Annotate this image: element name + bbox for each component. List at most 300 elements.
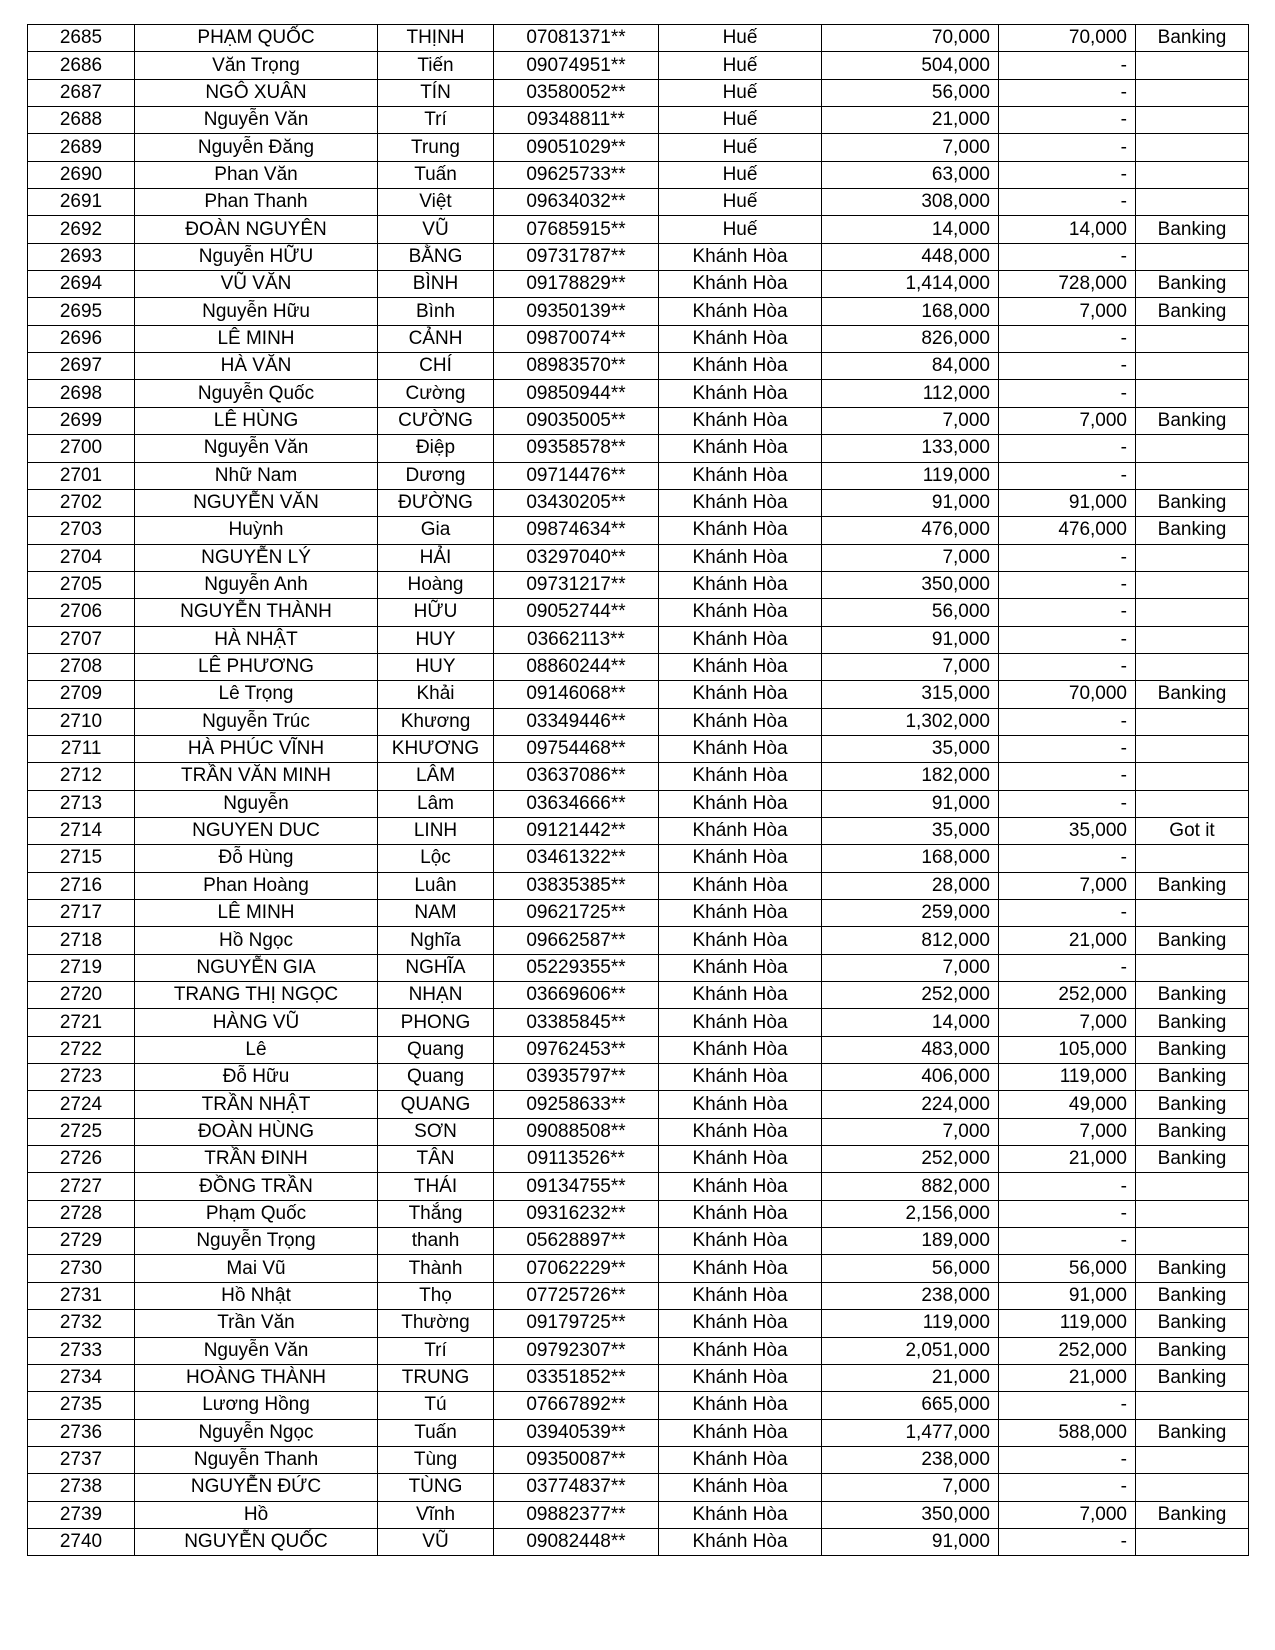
last-middle-name-cell: NGUYỄN THÀNH (135, 599, 378, 626)
phone-number-cell: 03669606** (494, 982, 659, 1009)
province-cell: Khánh Hòa (659, 1446, 822, 1473)
row-number-cell: 2733 (28, 1337, 135, 1364)
province-cell: Huế (659, 134, 822, 161)
last-middle-name-cell: Văn Trọng (135, 52, 378, 79)
amount-cell: 63,000 (822, 161, 999, 188)
payment-method-cell: Banking (1136, 1009, 1249, 1036)
paid-amount-cell: 119,000 (999, 1310, 1136, 1337)
amount-cell: 7,000 (822, 1118, 999, 1145)
last-middle-name-cell: NGUYỄN VĂN (135, 489, 378, 516)
table-row (28, 927, 1249, 954)
payment-method-cell (1136, 1528, 1249, 1555)
payment-method-cell: Banking (1136, 982, 1249, 1009)
phone-number-cell: 09178829** (494, 271, 659, 298)
phone-number-cell: 09082448** (494, 1528, 659, 1555)
paid-amount-cell: 7,000 (999, 407, 1136, 434)
row-number-cell: 2739 (28, 1501, 135, 1528)
province-cell: Khánh Hòa (659, 1228, 822, 1255)
payment-method-cell (1136, 380, 1249, 407)
amount-cell: 14,000 (822, 216, 999, 243)
phone-number-cell: 07725726** (494, 1282, 659, 1309)
first-name-cell: Nghĩa (378, 927, 494, 954)
first-name-cell: VŨ (378, 216, 494, 243)
amount-cell: 7,000 (822, 407, 999, 434)
last-middle-name-cell: Nguyễn HỮU (135, 243, 378, 270)
phone-number-cell: 08860244** (494, 653, 659, 680)
province-cell: Khánh Hòa (659, 1310, 822, 1337)
paid-amount-cell: - (999, 107, 1136, 134)
table-row (28, 380, 1249, 407)
last-middle-name-cell: TRẦN ĐINH (135, 1146, 378, 1173)
table-row (28, 1228, 1249, 1255)
row-number-cell: 2701 (28, 462, 135, 489)
paid-amount-cell: 70,000 (999, 25, 1136, 52)
paid-amount-cell: 476,000 (999, 517, 1136, 544)
province-cell: Khánh Hòa (659, 353, 822, 380)
row-number-cell: 2706 (28, 599, 135, 626)
paid-amount-cell: - (999, 763, 1136, 790)
province-cell: Khánh Hòa (659, 1009, 822, 1036)
paid-amount-cell: 21,000 (999, 927, 1136, 954)
amount-cell: 21,000 (822, 107, 999, 134)
table-row (28, 708, 1249, 735)
province-cell: Khánh Hòa (659, 571, 822, 598)
paid-amount-cell: - (999, 380, 1136, 407)
last-middle-name-cell: Mai Vũ (135, 1255, 378, 1282)
first-name-cell: Vĩnh (378, 1501, 494, 1528)
payment-method-cell (1136, 243, 1249, 270)
phone-number-cell: 03940539** (494, 1419, 659, 1446)
amount-cell: 182,000 (822, 763, 999, 790)
table-row (28, 271, 1249, 298)
first-name-cell: CHÍ (378, 353, 494, 380)
province-cell: Khánh Hòa (659, 1364, 822, 1391)
amount-cell: 133,000 (822, 435, 999, 462)
table-row (28, 735, 1249, 762)
amount-cell: 56,000 (822, 1255, 999, 1282)
last-middle-name-cell: LÊ MINH (135, 900, 378, 927)
payment-method-cell (1136, 353, 1249, 380)
amount-cell: 259,000 (822, 900, 999, 927)
province-cell: Khánh Hòa (659, 982, 822, 1009)
province-cell: Khánh Hòa (659, 1474, 822, 1501)
amount-cell: 70,000 (822, 25, 999, 52)
payment-method-cell: Banking (1136, 1310, 1249, 1337)
amount-cell: 224,000 (822, 1091, 999, 1118)
province-cell: Khánh Hòa (659, 1392, 822, 1419)
amount-cell: 168,000 (822, 298, 999, 325)
amount-cell: 504,000 (822, 52, 999, 79)
payment-method-cell (1136, 900, 1249, 927)
row-number-cell: 2686 (28, 52, 135, 79)
table-row (28, 517, 1249, 544)
row-number-cell: 2727 (28, 1173, 135, 1200)
amount-cell: 350,000 (822, 1501, 999, 1528)
paid-amount-cell: - (999, 544, 1136, 571)
last-middle-name-cell: Nhữ Nam (135, 462, 378, 489)
province-cell: Khánh Hòa (659, 599, 822, 626)
paid-amount-cell: - (999, 52, 1136, 79)
last-middle-name-cell: Nguyễn Anh (135, 571, 378, 598)
first-name-cell: Việt (378, 189, 494, 216)
row-number-cell: 2710 (28, 708, 135, 735)
phone-number-cell: 03662113** (494, 626, 659, 653)
phone-number-cell: 09731217** (494, 571, 659, 598)
payment-method-cell: Banking (1136, 1036, 1249, 1063)
phone-number-cell: 09350087** (494, 1446, 659, 1473)
row-number-cell: 2729 (28, 1228, 135, 1255)
first-name-cell: TÙNG (378, 1474, 494, 1501)
province-cell: Khánh Hòa (659, 708, 822, 735)
amount-cell: 119,000 (822, 462, 999, 489)
row-number-cell: 2719 (28, 954, 135, 981)
row-number-cell: 2689 (28, 134, 135, 161)
amount-cell: 35,000 (822, 817, 999, 844)
paid-amount-cell: - (999, 79, 1136, 106)
first-name-cell: CẢNH (378, 325, 494, 352)
last-middle-name-cell: ĐOÀN HÙNG (135, 1118, 378, 1145)
table-body (28, 25, 1249, 1556)
first-name-cell: Khương (378, 708, 494, 735)
first-name-cell: Thành (378, 1255, 494, 1282)
first-name-cell: Trí (378, 107, 494, 134)
last-middle-name-cell: Đỗ Hùng (135, 845, 378, 872)
first-name-cell: THỊNH (378, 25, 494, 52)
payment-method-cell (1136, 653, 1249, 680)
row-number-cell: 2698 (28, 380, 135, 407)
last-middle-name-cell: HÀ VĂN (135, 353, 378, 380)
phone-number-cell: 09121442** (494, 817, 659, 844)
row-number-cell: 2713 (28, 790, 135, 817)
row-number-cell: 2735 (28, 1392, 135, 1419)
phone-number-cell: 09850944** (494, 380, 659, 407)
province-cell: Huế (659, 107, 822, 134)
province-cell: Huế (659, 189, 822, 216)
table-row (28, 462, 1249, 489)
first-name-cell: HỮU (378, 599, 494, 626)
table-row (28, 1064, 1249, 1091)
last-middle-name-cell: Trần Văn (135, 1310, 378, 1337)
table-row (28, 353, 1249, 380)
amount-cell: 91,000 (822, 790, 999, 817)
province-cell: Huế (659, 79, 822, 106)
row-number-cell: 2737 (28, 1446, 135, 1473)
first-name-cell: Luân (378, 872, 494, 899)
phone-number-cell: 03935797** (494, 1064, 659, 1091)
row-number-cell: 2724 (28, 1091, 135, 1118)
paid-amount-cell: - (999, 954, 1136, 981)
phone-number-cell: 09870074** (494, 325, 659, 352)
table-row (28, 982, 1249, 1009)
first-name-cell: TÂN (378, 1146, 494, 1173)
payment-method-cell: Banking (1136, 1064, 1249, 1091)
data-table (27, 24, 1249, 1556)
phone-number-cell: 09350139** (494, 298, 659, 325)
amount-cell: 21,000 (822, 1364, 999, 1391)
paid-amount-cell: - (999, 1474, 1136, 1501)
row-number-cell: 2728 (28, 1200, 135, 1227)
amount-cell: 7,000 (822, 1474, 999, 1501)
paid-amount-cell: - (999, 462, 1136, 489)
phone-number-cell: 03430205** (494, 489, 659, 516)
row-number-cell: 2692 (28, 216, 135, 243)
amount-cell: 812,000 (822, 927, 999, 954)
phone-number-cell: 03349446** (494, 708, 659, 735)
amount-cell: 84,000 (822, 353, 999, 380)
last-middle-name-cell: NGUYỄN ĐỨC (135, 1474, 378, 1501)
phone-number-cell: 03580052** (494, 79, 659, 106)
paid-amount-cell: 728,000 (999, 271, 1136, 298)
phone-number-cell: 09051029** (494, 134, 659, 161)
paid-amount-cell: - (999, 735, 1136, 762)
phone-number-cell: 09316232** (494, 1200, 659, 1227)
first-name-cell: Gia (378, 517, 494, 544)
phone-number-cell: 07685915** (494, 216, 659, 243)
table-row (28, 489, 1249, 516)
phone-number-cell: 09792307** (494, 1337, 659, 1364)
phone-number-cell: 09074951** (494, 52, 659, 79)
first-name-cell: Lộc (378, 845, 494, 872)
table-row (28, 1200, 1249, 1227)
first-name-cell: Tú (378, 1392, 494, 1419)
first-name-cell: Thường (378, 1310, 494, 1337)
payment-method-cell (1136, 1173, 1249, 1200)
first-name-cell: Quang (378, 1064, 494, 1091)
payment-method-cell (1136, 435, 1249, 462)
row-number-cell: 2711 (28, 735, 135, 762)
amount-cell: 826,000 (822, 325, 999, 352)
last-middle-name-cell: NGUYỄN LÝ (135, 544, 378, 571)
payment-method-cell (1136, 1474, 1249, 1501)
last-middle-name-cell: ĐỒNG TRẦN (135, 1173, 378, 1200)
row-number-cell: 2730 (28, 1255, 135, 1282)
payment-method-cell: Banking (1136, 927, 1249, 954)
table-row (28, 1392, 1249, 1419)
amount-cell: 476,000 (822, 517, 999, 544)
row-number-cell: 2725 (28, 1118, 135, 1145)
amount-cell: 308,000 (822, 189, 999, 216)
first-name-cell: QUANG (378, 1091, 494, 1118)
row-number-cell: 2732 (28, 1310, 135, 1337)
table-row (28, 571, 1249, 598)
amount-cell: 56,000 (822, 79, 999, 106)
last-middle-name-cell: HÀNG VŨ (135, 1009, 378, 1036)
first-name-cell: BÌNH (378, 271, 494, 298)
row-number-cell: 2734 (28, 1364, 135, 1391)
province-cell: Khánh Hòa (659, 325, 822, 352)
province-cell: Khánh Hòa (659, 1501, 822, 1528)
amount-cell: 315,000 (822, 681, 999, 708)
paid-amount-cell: - (999, 353, 1136, 380)
paid-amount-cell: 119,000 (999, 1064, 1136, 1091)
paid-amount-cell: - (999, 134, 1136, 161)
table-row (28, 845, 1249, 872)
last-middle-name-cell: VŨ VĂN (135, 271, 378, 298)
paid-amount-cell: - (999, 653, 1136, 680)
payment-method-cell (1136, 325, 1249, 352)
row-number-cell: 2685 (28, 25, 135, 52)
table-row (28, 1118, 1249, 1145)
phone-number-cell: 09762453** (494, 1036, 659, 1063)
table-row (28, 1009, 1249, 1036)
paid-amount-cell: 91,000 (999, 489, 1136, 516)
province-cell: Khánh Hòa (659, 435, 822, 462)
payment-method-cell (1136, 790, 1249, 817)
first-name-cell: Tiến (378, 52, 494, 79)
row-number-cell: 2740 (28, 1528, 135, 1555)
paid-amount-cell: - (999, 435, 1136, 462)
paid-amount-cell: - (999, 626, 1136, 653)
payment-method-cell (1136, 544, 1249, 571)
amount-cell: 91,000 (822, 626, 999, 653)
paid-amount-cell: 7,000 (999, 872, 1136, 899)
phone-number-cell: 05229355** (494, 954, 659, 981)
phone-number-cell: 03835385** (494, 872, 659, 899)
row-number-cell: 2688 (28, 107, 135, 134)
payment-method-cell (1136, 462, 1249, 489)
first-name-cell: ĐƯỜNG (378, 489, 494, 516)
phone-number-cell: 03634666** (494, 790, 659, 817)
table-row (28, 1501, 1249, 1528)
phone-number-cell: 08983570** (494, 353, 659, 380)
table-row (28, 1173, 1249, 1200)
row-number-cell: 2693 (28, 243, 135, 270)
paid-amount-cell: - (999, 845, 1136, 872)
row-number-cell: 2714 (28, 817, 135, 844)
last-middle-name-cell: HOÀNG THÀNH (135, 1364, 378, 1391)
payment-method-cell: Banking (1136, 407, 1249, 434)
payment-method-cell (1136, 107, 1249, 134)
paid-amount-cell: 7,000 (999, 1501, 1136, 1528)
paid-amount-cell: - (999, 1446, 1136, 1473)
row-number-cell: 2690 (28, 161, 135, 188)
paid-amount-cell: - (999, 1228, 1136, 1255)
paid-amount-cell: - (999, 1200, 1136, 1227)
phone-number-cell: 09358578** (494, 435, 659, 462)
province-cell: Khánh Hòa (659, 872, 822, 899)
first-name-cell: Hoàng (378, 571, 494, 598)
first-name-cell: HUY (378, 626, 494, 653)
table-row (28, 872, 1249, 899)
payment-method-cell: Banking (1136, 25, 1249, 52)
payment-method-cell: Banking (1136, 1146, 1249, 1173)
paid-amount-cell: - (999, 599, 1136, 626)
payment-method-cell: Banking (1136, 1364, 1249, 1391)
first-name-cell: Tuấn (378, 161, 494, 188)
first-name-cell: CƯỜNG (378, 407, 494, 434)
row-number-cell: 2717 (28, 900, 135, 927)
last-middle-name-cell: Nguyễn (135, 790, 378, 817)
last-middle-name-cell: TRANG THỊ NGỌC (135, 982, 378, 1009)
paid-amount-cell: 7,000 (999, 1118, 1136, 1145)
paid-amount-cell: - (999, 900, 1136, 927)
phone-number-cell: 09621725** (494, 900, 659, 927)
amount-cell: 1,302,000 (822, 708, 999, 735)
last-middle-name-cell: Nguyễn Đăng (135, 134, 378, 161)
amount-cell: 406,000 (822, 1064, 999, 1091)
payment-method-cell: Banking (1136, 1255, 1249, 1282)
first-name-cell: Trung (378, 134, 494, 161)
province-cell: Khánh Hòa (659, 544, 822, 571)
paid-amount-cell: 35,000 (999, 817, 1136, 844)
table-row (28, 599, 1249, 626)
phone-number-cell: 03297040** (494, 544, 659, 571)
province-cell: Khánh Hòa (659, 407, 822, 434)
paid-amount-cell: 105,000 (999, 1036, 1136, 1063)
last-middle-name-cell: TRẦN VĂN MINH (135, 763, 378, 790)
paid-amount-cell: - (999, 161, 1136, 188)
amount-cell: 91,000 (822, 489, 999, 516)
amount-cell: 7,000 (822, 954, 999, 981)
row-number-cell: 2687 (28, 79, 135, 106)
row-number-cell: 2703 (28, 517, 135, 544)
payment-method-cell (1136, 1228, 1249, 1255)
last-middle-name-cell: Hồ Nhật (135, 1282, 378, 1309)
last-middle-name-cell: Phan Văn (135, 161, 378, 188)
table-row (28, 1446, 1249, 1473)
first-name-cell: LÂM (378, 763, 494, 790)
row-number-cell: 2721 (28, 1009, 135, 1036)
phone-number-cell: 09348811** (494, 107, 659, 134)
first-name-cell: Trí (378, 1337, 494, 1364)
phone-number-cell: 09134755** (494, 1173, 659, 1200)
province-cell: Khánh Hòa (659, 681, 822, 708)
amount-cell: 2,156,000 (822, 1200, 999, 1227)
last-middle-name-cell: NGÔ XUÂN (135, 79, 378, 106)
paid-amount-cell: 588,000 (999, 1419, 1136, 1446)
province-cell: Huế (659, 25, 822, 52)
row-number-cell: 2697 (28, 353, 135, 380)
amount-cell: 35,000 (822, 735, 999, 762)
row-number-cell: 2715 (28, 845, 135, 872)
province-cell: Khánh Hòa (659, 271, 822, 298)
paid-amount-cell: 7,000 (999, 298, 1136, 325)
table-row (28, 1310, 1249, 1337)
table-row (28, 1419, 1249, 1446)
paid-amount-cell: 91,000 (999, 1282, 1136, 1309)
phone-number-cell: 09146068** (494, 681, 659, 708)
last-middle-name-cell: Nguyễn Quốc (135, 380, 378, 407)
row-number-cell: 2705 (28, 571, 135, 598)
province-cell: Khánh Hòa (659, 954, 822, 981)
first-name-cell: Thọ (378, 1282, 494, 1309)
row-number-cell: 2716 (28, 872, 135, 899)
phone-number-cell: 09625733** (494, 161, 659, 188)
payment-method-cell (1136, 1392, 1249, 1419)
last-middle-name-cell: Lương Hồng (135, 1392, 378, 1419)
amount-cell: 238,000 (822, 1446, 999, 1473)
phone-number-cell: 09754468** (494, 735, 659, 762)
row-number-cell: 2699 (28, 407, 135, 434)
table-row (28, 216, 1249, 243)
province-cell: Khánh Hòa (659, 845, 822, 872)
phone-number-cell: 09179725** (494, 1310, 659, 1337)
payment-method-cell: Banking (1136, 872, 1249, 899)
payment-method-cell (1136, 79, 1249, 106)
paid-amount-cell: 56,000 (999, 1255, 1136, 1282)
last-middle-name-cell: Nguyễn Văn (135, 1337, 378, 1364)
table-row (28, 790, 1249, 817)
phone-number-cell: 09874634** (494, 517, 659, 544)
last-middle-name-cell: NGUYEN DUC (135, 817, 378, 844)
table-row (28, 107, 1249, 134)
table-row (28, 900, 1249, 927)
payment-method-cell: Banking (1136, 1091, 1249, 1118)
table-row (28, 52, 1249, 79)
table-row (28, 25, 1249, 52)
payment-method-cell (1136, 134, 1249, 161)
phone-number-cell: 03351852** (494, 1364, 659, 1391)
